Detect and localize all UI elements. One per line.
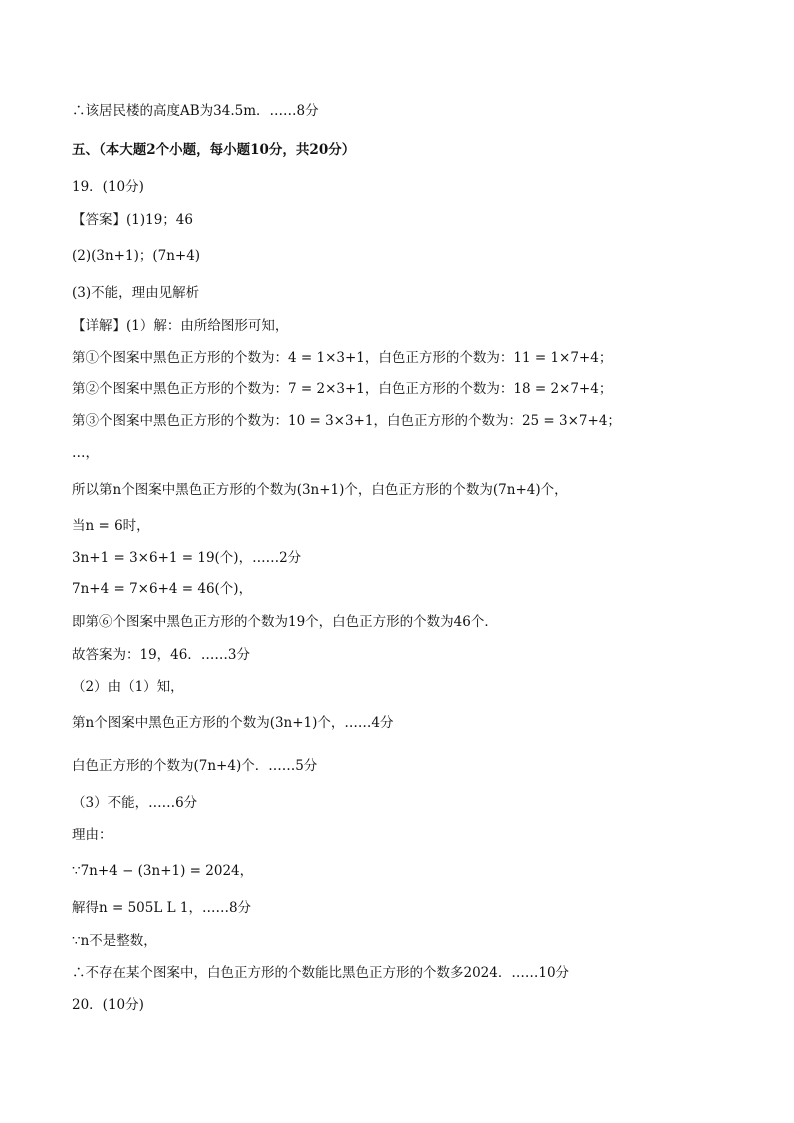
solution-step: 故答案为：19，46．……3分: [72, 647, 250, 663]
solution-step: 3n+1 = 3×6+1 = 19(个)，……2分: [72, 550, 302, 566]
solution-step: 当n = 6时，: [72, 518, 150, 534]
solution-step: 白色正方形的个数为(7n+4)个．……5分: [72, 758, 318, 774]
solution-step: 即第⑥个图案中黑色正方形的个数为19个，白色正方形的个数为46个．: [72, 614, 498, 630]
solution-step: （2）由（1）知，: [72, 679, 184, 695]
solution-step: ∵7n+4 − (3n+1) = 2024，: [72, 863, 254, 879]
solution-step: 所以第n个图案中黑色正方形的个数为(3n+1)个，白色正方形的个数为(7n+4)个，: [72, 482, 568, 498]
answer-line-1: 【答案】(1)19；46: [72, 212, 193, 228]
answer-line-3: (3)不能，理由见解析: [72, 285, 200, 301]
solution-step: 理由：: [72, 827, 113, 843]
solution-step: （3）不能，……6分: [72, 795, 198, 811]
solution-step: 第n个图案中黑色正方形的个数为(3n+1)个，……4分: [72, 715, 394, 731]
section-heading: 五、（本大题2个小题，每小题10分，共20分）: [72, 142, 356, 158]
solution-step: 7n+4 = 7×6+4 = 46(个)，: [72, 581, 253, 597]
question-number-20: 20．(10分): [72, 997, 144, 1013]
conclusion-line: ∴该居民楼的高度AB为34.5m．……8分: [72, 103, 319, 119]
solution-step: ∵n不是整数，: [72, 933, 157, 949]
answer-line-2: (2)(3n+1)；(7n+4): [72, 248, 201, 264]
question-number-19: 19．(10分): [72, 179, 144, 195]
solution-step: 第①个图案中黑色正方形的个数为：4 = 1×3+1，白色正方形的个数为：11 = 1×7+4；: [72, 350, 613, 366]
final-conclusion: ∴不存在某个图案中，白色正方形的个数能比黑色正方形的个数多2024．……10分: [72, 965, 570, 981]
solution-intro: 【详解】(1）解：由所给图形可知，: [72, 318, 289, 334]
solution-step: 第②个图案中黑色正方形的个数为：7 = 2×3+1，白色正方形的个数为：18 = 2×7+4；: [72, 381, 613, 397]
solution-step: 第③个图案中黑色正方形的个数为：10 = 3×3+1，白色正方形的个数为：25 = 3×7+4；: [72, 413, 621, 429]
solution-step: …，: [72, 445, 99, 461]
solution-step: 解得n = 505L L 1，……8分: [72, 900, 252, 916]
